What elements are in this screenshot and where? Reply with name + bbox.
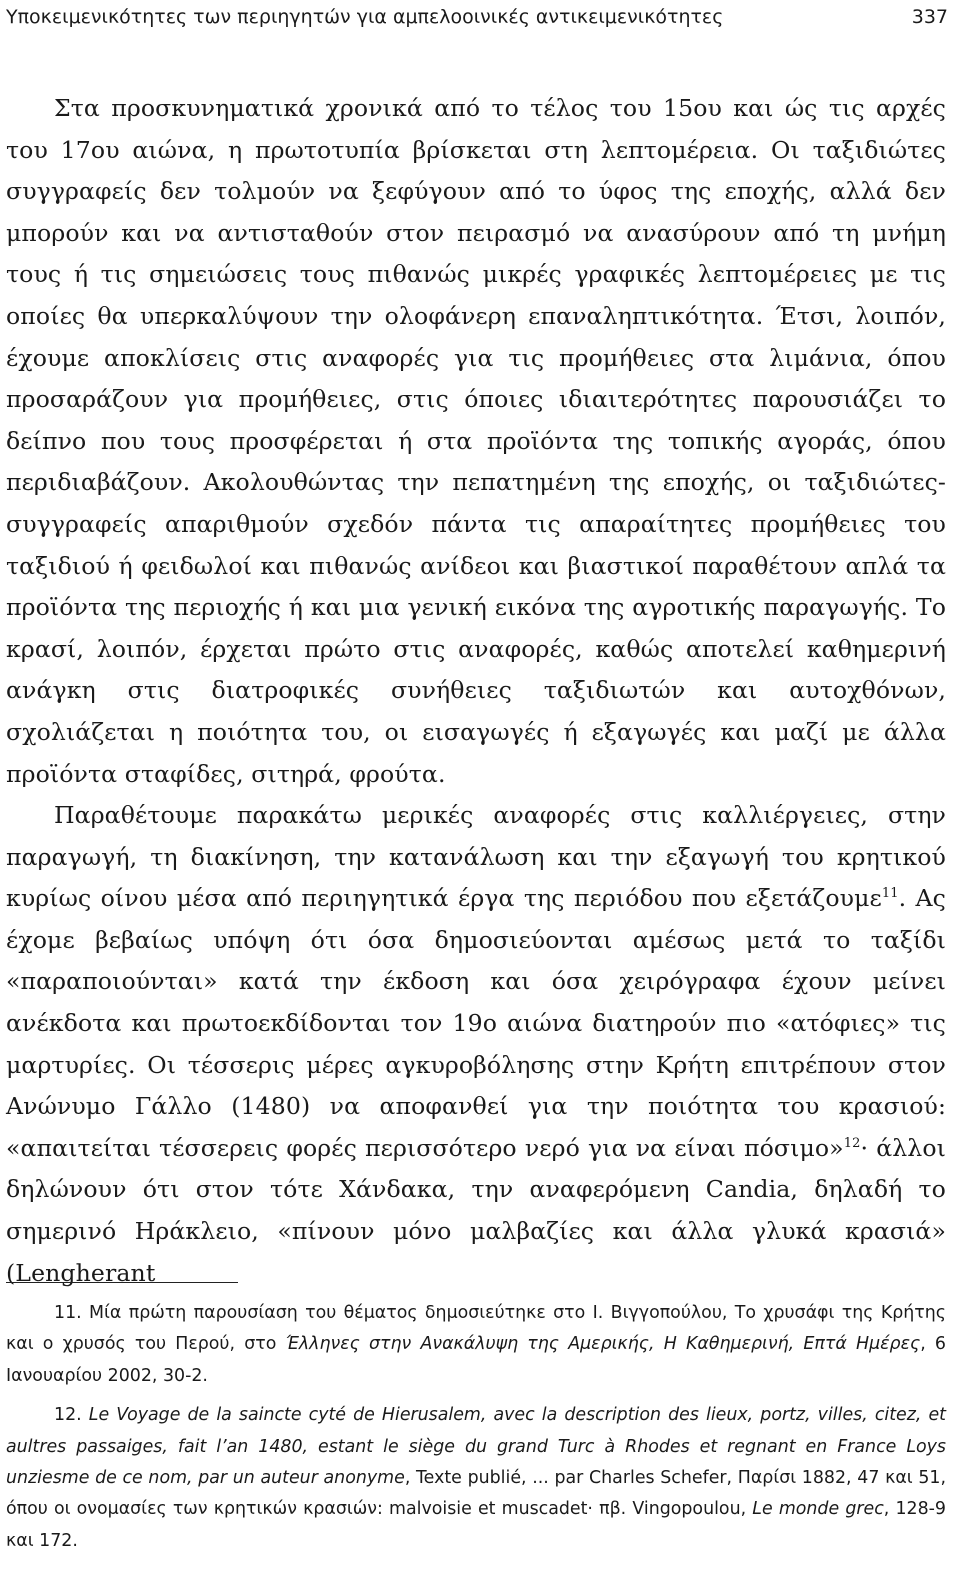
footnote-12-text-e: , 128-9 και 172. (6, 1499, 946, 1551)
paragraph-1: Στα προσκυνηματικά χρονικά από το τέλος του 15ου και ώς τις αρχές του 17ου αιώνα, η πρωτοτυπία βρίσκεται στη λεπτομέρεια. Οι ταξιδιώτες συγγραφείς δεν τολμούν να ξεφύγουν από το ύφος της εποχής, αλλά δεν μπορούν και να αντισταθούν στον πειρασμό να ανασύρουν από τη μνήμη τους ή τις σημειώσεις τους πιθανώς μικρές γραφικές λεπτομέρειες με τις οποίες θα υπερκαλύψουν την ολοφάνερη επαναληπτικότητα. Έτσι, λοιπόν, έχουμε αποκλίσεις στις αναφορές για τις προμήθειες στα λιμάνια, όπου προσαράζουν για προμήθειες, στις όποιες ιδιαιτερότητες παρουσιάζει το δείπνο που τους προσφέρεται ή στα προϊόντα της τοπικής αγοράς, όπου περιδιαβάζουν. Ακολουθώντας την πεπατημένη της εποχής, οι ταξιδιώτες-συγγραφείς απαριθμούν σχεδόν πάντα τις απαραίτητες προμήθειες του ταξιδιού ή φειδωλοί και πιθανώς ανίδεοι και βιαστικοί παραθέτουν απλά τα προϊόντα της περιοχής ή και μια γενική εικόνα της αγροτικής παραγωγής. Το κρασί, λοιπόν, έρχεται πρώτο στις αναφορές, καθώς αποτελεί καθημερινή ανάγκη στις διατροφικές συνήθειες ταξιδιωτών και αυτοχθόνων, σχολιάζεται η ποιότητα του, οι εισαγωγές ή εξαγωγές και μαζί με άλλα προϊόντα σταφίδες, σιτηρά, φρούτα. (6, 94, 946, 788)
footnote-separator (6, 1282, 238, 1283)
main-text (6, 88, 946, 1294)
running-title: Υποκειμενικότητες των περιηγητών για αμπελοοινικές αντικειμενικότητες (6, 6, 724, 28)
footnote-12-number: 12. (54, 1405, 89, 1426)
footnotes (6, 1298, 946, 1557)
running-header (6, 4, 948, 34)
paragraph-2 (6, 795, 946, 1294)
paragraph-2-part-b: . Ας έχομε βεβαίως υπόψη ότι όσα δημοσιεύονται αμέσως μετά το ταξίδι «παραποιούνται» κατά την έκδοση και όσα χειρόγραφα έχουν μείνει ανέκδοτα και πρωτοεκδίδονται τον 19ο αιώνα διατηρούν πιο «ατόφιες» τις μαρτυρίες. Οι τέσσερις μέρες αγκυροβόλησης στην Κρήτη επιτρέπουν στον Ανώνυμο Γάλλο (1480) να αποφανθεί για την ποιότητα του κρασιού: «απαιτείται τέσσερεις φορές περισσότερο νερό για να είναι πόσιμο» (6, 884, 946, 1162)
page-number: 337 (911, 6, 948, 28)
footnote-ref-11: 11 (881, 886, 899, 902)
paragraph-2-part-c: · άλλοι δηλώνουν ότι στον τότε Χάνδακα, την αναφερόμενη Candia, δηλαδή το σημερινό Ηράκλειο, «πίνουν μόνο μαλβαζίες και άλλα γλυκά κρασιά» (Lengherant (6, 1133, 946, 1287)
footnote-11 (6, 1298, 946, 1392)
footnote-11-text-c: , 6 Ιανουαρίου 2002, 30-2. (6, 1334, 946, 1386)
footnote-ref-12: 12 (843, 1135, 861, 1151)
paragraph-2-part-a: Παραθέτουμε παρακάτω μερικές αναφορές στις καλλιέργειες, στην παραγωγή, τη διακίνηση, την κατανάλωση και την εξαγωγή του κρητικού κυρίως οίνου μέσα από περιηγητικά έργα της περιόδου που εξετάζουμε (6, 801, 946, 913)
footnote-11-italic: Έλληνες στην Ανακάλυψη της Αμερικής, Η Καθημερινή, Επτά Ημέρες (285, 1334, 921, 1355)
footnote-11-text-a: 11. Μία πρώτη παρουσίαση του θέματος δημοσιεύτηκε στο Ι. Βιγγοπούλου, Το χρυσάφι της Κρήτης και ο χρυσός του Περού, στο (6, 1303, 946, 1355)
footnote-12-text-c: , Texte publié, ... par Charles Schefer, Παρίσι 1882, 47 και 51, όπου οι ονομασίες των κρητικών κρασιών: malvoisie et muscadet· πβ. Vingopoulou, (6, 1468, 946, 1520)
footnote-12-work-italic: Le monde grec (752, 1499, 884, 1520)
footnote-12 (6, 1400, 946, 1557)
footnote-12-title-italic: Le Voyage de la saincte cyté de Hierusalem, avec la description des lieux, portz, villes, citez, et aultres passaiges, fait l’an 1480, estant le siège du grand Turc à Rhodes et regnant en France Loys unziesme de ce nom, par un auteur anonyme (6, 1405, 946, 1489)
